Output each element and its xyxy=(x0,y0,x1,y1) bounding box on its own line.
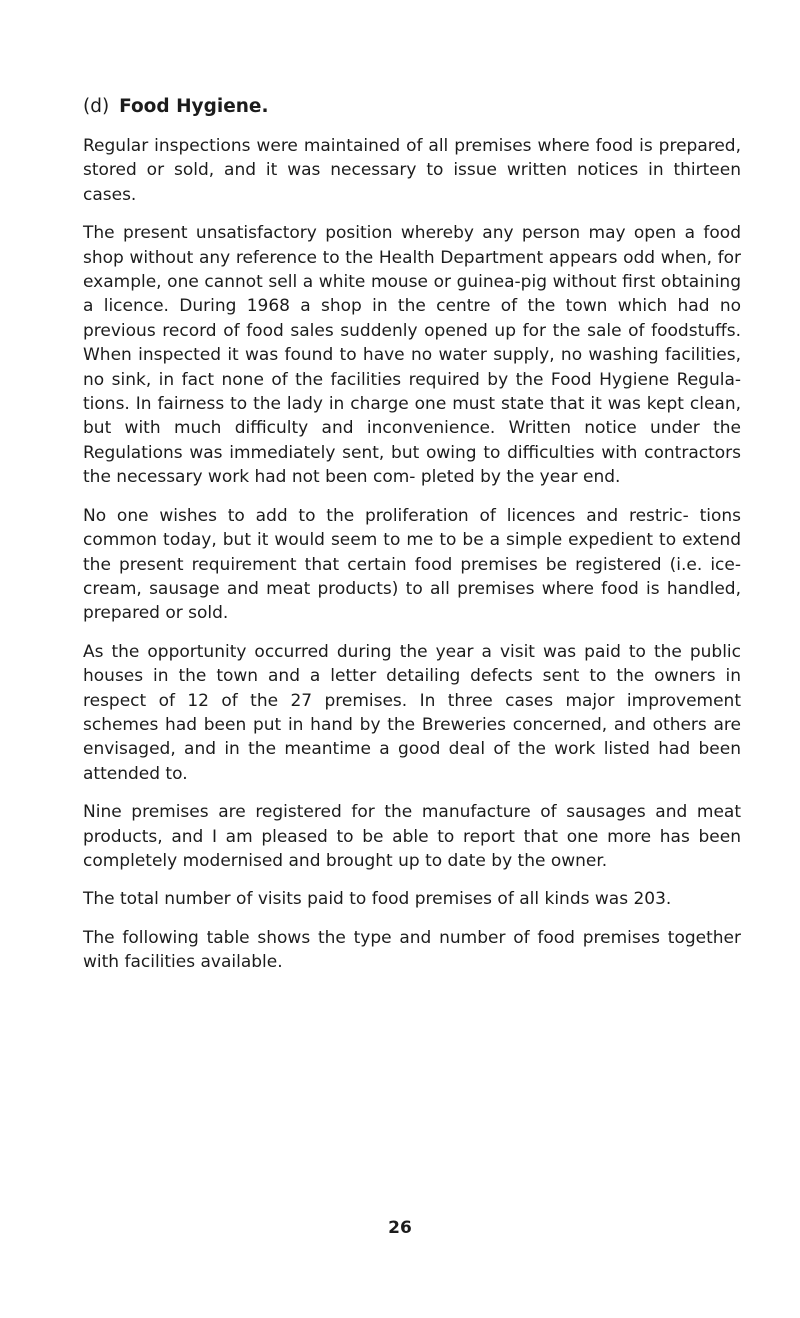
section-title: Food Hygiene. xyxy=(119,96,269,117)
section-marker: (d) xyxy=(83,96,110,117)
section-heading xyxy=(83,94,741,120)
paragraph-table-intro: The following table shows the type and number of food premises together with facilities available. xyxy=(83,927,741,973)
paragraph-public-houses: As the opportunity occurred during the year a visit was paid to the public houses in the town and a letter detailing defects sent to the owners in respect of 12 of the 27 premises. In three cases major improvement schemes had been put in hand by the Breweries concerned, and others are envisaged, and in the meantime a good deal of the work listed had been attended to. xyxy=(83,641,741,784)
document-page xyxy=(83,94,741,989)
paragraph-sausage-premises: Nine premises are registered for the manufacture of sausages and meat products, and I am pleased to be able to report that one more has been completely modernised and brought up to date by the owner. xyxy=(83,802,741,871)
paragraph-total-visits: The total number of visits paid to food premises of all kinds was 203. xyxy=(83,889,672,910)
paragraph-inspections: Regular inspections were maintained of all premises where food is prepared, stored or sold, and it was necessary to issue written notices in thirteen cases. xyxy=(83,136,741,205)
paragraph-licences: No one wishes to add to the proliferation of licences and restric- tions common today, but it would seem to me to be a simple expedient to extend the present requirement that certain food premises be registered (i.e. ice-cream, sausage and meat products) to all premises where food is handled, prepared or sold. xyxy=(83,505,741,624)
page-number: 26 xyxy=(388,1218,412,1238)
paragraph-food-shop-position: The present unsatisfactory position whereby any person may open a food shop without any reference to the Health Department appears odd when, for example, one cannot sell a white mouse or guinea-pig without first obtaining a licence. During 1968 a shop in the centre of the town which had no previous record of food sales suddenly opened up for the sale of foodstuffs. When inspected it was found to have no water supply, no washing facilities, no sink, in fact none of the facilities required by the Food Hygiene Regula- tions. In fairness to the lady in charge one must state that it was kept clean, but with much difficulty and inconvenience. Written notice under the Regulations was immediately sent, but owing to difficulties with contractors the necessary work had not been com- pleted by the year end. xyxy=(83,223,741,488)
